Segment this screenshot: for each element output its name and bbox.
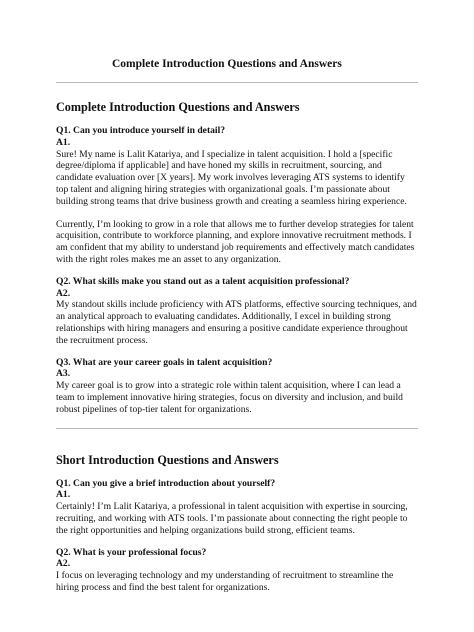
question: Q1. Can you give a brief introduction about yourself? [56,477,276,489]
answer-paragraph: Sure! My name is Lalit Katariya, and I specialize in talent acquisition. I hold a [specific degree/diploma if applicable] and have honed my skills in recruitment, sourcing, and candidate evaluation over [X years]. My work involves leveraging ATS systems to identify top talent and aligning hiring strategies with organizational goals. I’m passionate about building strong teams that drive business growth and creating a seamless hiring experience. [56,148,407,207]
qa-item [56,357,418,416]
qa-item [56,276,418,347]
document-title: Complete Introduction Questions and Answers [112,58,342,70]
answer-paragraph: Currently, I’m looking to grow in a role that allows me to further develop strategies for talent acquisition, contribute to workforce planning, and explore innovative recruitment methods. I am confident that my ability to understand job requirements and effectively match candidates with the right roles makes me an asset to any organization. [56,218,415,265]
question: Q1. Can you introduce yourself in detail? [56,125,226,136]
section-short-introduction [56,453,418,594]
answer-paragraph: I focus on leveraging technology and my understanding of recruitment to streamline the hiring process and find the best talent for organizations. [56,570,394,593]
document-body [56,100,418,604]
section-heading: Short Introduction Questions and Answers [56,452,279,467]
section-complete-introduction [56,100,418,416]
section-heading: Complete Introduction Questions and Answers [56,100,300,114]
question: Q2. What skills make you stand out as a talent acquisition professional? [56,275,350,287]
question: Q2. What is your professional focus? [56,546,207,558]
answer-label: A2. [56,287,71,299]
answer-label: A1. [56,489,71,501]
title-divider [56,82,418,83]
answer-paragraph: My standout skills include proficiency with ATS platforms, effective sourcing techniques, and an analytical approach to evaluating candidates. Additionally, I excel in building strong relationships with hiring managers and ensuring a positive candidate experience throughout the recruitment process. [56,299,417,346]
answer-label: A3. [56,368,71,380]
answer-paragraph: My career goal is to grow into a strategic role within talent acquisition, where I can lead a team to implement innovative hiring strategies, focus on diversity and inclusion, and build robust pipelines of top-tier talent for organizations. [56,380,403,415]
qa-item [56,478,418,537]
qa-item [56,547,418,594]
answer-paragraph: Certainly! I’m Lalit Katariya, a professional in talent acquisition with expertise in sourcing, recruiting, and working with ATS tools. I’m passionate about connecting the right people to the right opportunities and helping organizations build strong, efficient teams. [56,501,408,536]
answer-label: A1. [56,136,71,148]
question: Q3. What are your career goals in talent acquisition? [56,356,273,368]
section-divider [56,428,418,429]
qa-item [56,125,418,266]
answer-label: A2. [56,558,71,570]
